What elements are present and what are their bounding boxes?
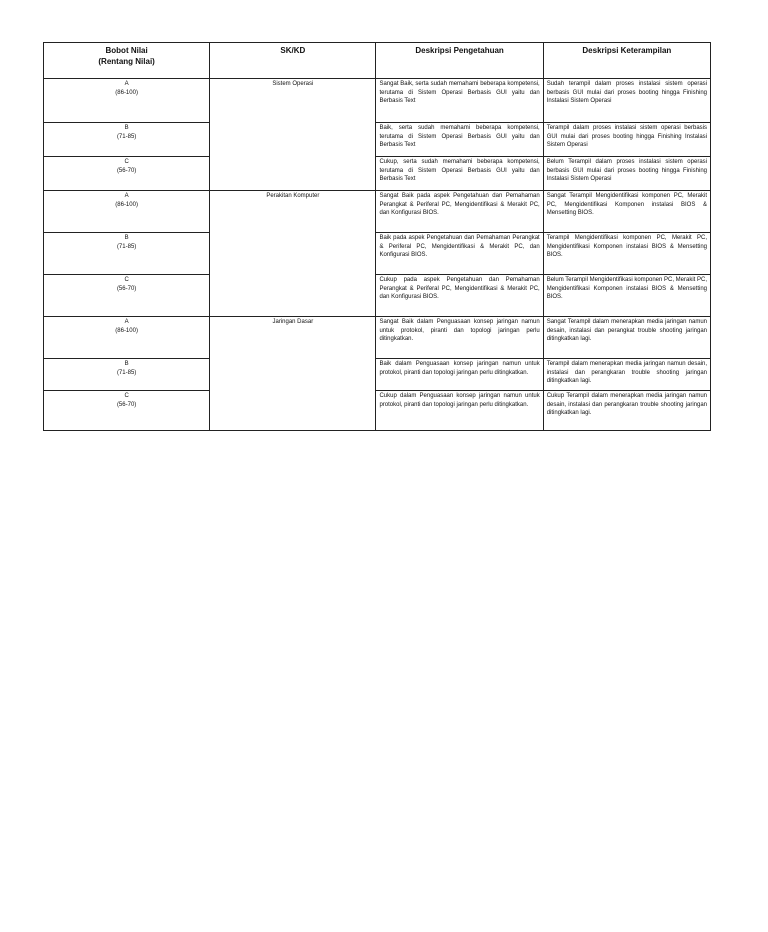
header-deskripsi-pengetahuan: Deskripsi Pengetahuan — [376, 43, 543, 79]
keterampilan-description: Terampil Mengidentifikasi komponen PC, Merakit PC, Mengidentifikasi Komponen instalasi BIOS & Mensetting BIOS. — [543, 233, 710, 275]
grade-letter: B — [124, 235, 129, 241]
table-row — [44, 391, 711, 431]
keterampilan-description: Terampil dalam proses instalasi sistem operasi berbasis GUI mulai dari proses booting hingga Finishing Instalasi Sistem Operasi — [543, 123, 710, 157]
grade-letter: A — [124, 81, 129, 87]
grade-range: (71-85) — [116, 370, 137, 376]
table-row — [44, 123, 711, 157]
header-bobot-line2: (Rentang Nilai) — [98, 57, 155, 66]
grade-cell — [44, 317, 210, 359]
grade-cell — [44, 233, 210, 275]
grade-range: (56-70) — [116, 286, 137, 292]
grade-letter: C — [124, 159, 129, 165]
table-row — [44, 157, 711, 191]
header-sk-kd: SK/KD — [210, 43, 376, 79]
keterampilan-description: Belum Terampil dalam proses instalasi sistem operasi berbasis GUI mulai dari proses booting hingga Finishing Instalasi Sistem Operasi — [543, 157, 710, 191]
keterampilan-description: Sudah terampil dalam proses instalasi sistem operasi berbasis GUI mulai dari proses booting hingga Finishing Instalasi Sistem Operasi — [543, 79, 710, 123]
pengetahuan-description: Sangat Baik dalam Penguasaan konsep jaringan namun untuk protokol, piranti dan topologi jaringan perlu ditingkatkan. — [376, 317, 543, 359]
table-row — [44, 275, 711, 317]
grade-cell — [44, 359, 210, 391]
keterampilan-description: Sangat Terampil dalam menerapkan media jaringan namun desain, instalasi dan perangkat trouble shooting jaringan ditingkatkan lagi. — [543, 317, 710, 359]
header-bobot-line1: Bobot Nilai — [105, 46, 148, 55]
sk-kd-cell: Sistem Operasi — [210, 79, 376, 191]
table-row — [44, 359, 711, 391]
pengetahuan-description: Sangat Baik pada aspek Pengetahuan dan Pemahaman Perangkat & Periferal PC, Mengidentifikasi & Merakit PC, dan Konfigurasi BIOS. — [376, 191, 543, 233]
grade-range: (71-85) — [116, 244, 137, 250]
pengetahuan-description: Baik, serta sudah memahami beberapa kompetensi, terutama di Sistem Operasi Berbasis GUI yaitu dan Berbasis Text — [376, 123, 543, 157]
grade-range: (86-100) — [115, 202, 138, 208]
grade-cell — [44, 157, 210, 191]
grade-cell — [44, 191, 210, 233]
grade-range: (86-100) — [115, 90, 138, 96]
grade-cell — [44, 79, 210, 123]
grade-range: (56-70) — [116, 168, 137, 174]
pengetahuan-description: Sangat Baik, serta sudah memahami beberapa kompetensi, terutama di Sistem Operasi Berbasis GUI yaitu dan Berbasis Text — [376, 79, 543, 123]
grade-letter: C — [124, 277, 129, 283]
table-body — [44, 79, 711, 431]
grade-letter: A — [124, 193, 129, 199]
table-row — [44, 317, 711, 359]
keterampilan-description: Cukup Terampil dalam menerapkan media jaringan namun desain, instalasi dan perangkaran trouble shooting jaringan ditingkatkan lagi. — [543, 391, 710, 431]
table-row — [44, 233, 711, 275]
pengetahuan-description: Baik dalam Penguasaan konsep jaringan namun untuk protokol, piranti dan topologi jaringan perlu ditingkatkan. — [376, 359, 543, 391]
sk-kd-cell: Perakitan Komputer — [210, 191, 376, 317]
keterampilan-description: Sangat Terampil Mengidentifikasi komponen PC, Merakit PC, Mengidentifikasi Komponen instalasi BIOS & Mensetting BIOS. — [543, 191, 710, 233]
grade-range: (71-85) — [116, 134, 137, 140]
grade-letter: C — [124, 393, 129, 399]
pengetahuan-description: Baik pada aspek Pengetahuan dan Pemahaman Perangkat & Periferal PC, Mengidentifikasi & Merakit PC, dan Konfigurasi BIOS. — [376, 233, 543, 275]
table-row — [44, 191, 711, 233]
grade-range: (86-100) — [115, 328, 138, 334]
pengetahuan-description: Cukup dalam Penguasaan konsep jaringan namun untuk protokol, piranti dan topologi jaringan perlu ditingkatkan. — [376, 391, 543, 431]
grade-range: (56-70) — [116, 402, 137, 408]
grade-cell — [44, 391, 210, 431]
keterampilan-description: Terampil dalam menerapkan media jaringan namun desain, instalasi dan perangkaran trouble shooting jaringan ditingkatkan lagi. — [543, 359, 710, 391]
sk-kd-cell: Jaringan Dasar — [210, 317, 376, 431]
grade-cell — [44, 123, 210, 157]
grade-cell — [44, 275, 210, 317]
table-row — [44, 79, 711, 123]
header-bobot-nilai — [44, 43, 210, 79]
pengetahuan-description: Cukup, serta sudah memahami beberapa kompetensi, terutama di Sistem Operasi Berbasis GUI yaitu dan Berbasis Text — [376, 157, 543, 191]
grade-letter: B — [124, 125, 129, 131]
header-row — [44, 43, 711, 79]
keterampilan-description: Belum Terampil Mengidentifikasi komponen PC, Merakit PC, Mengidentifikasi Komponen instalasi BIOS & Mensetting BIOS. — [543, 275, 710, 317]
grade-letter: B — [124, 361, 129, 367]
pengetahuan-description: Cukup pada aspek Pengetahuan dan Pemahaman Perangkat & Periferal PC, Mengidentifikasi & Merakit PC, dan Konfigurasi BIOS. — [376, 275, 543, 317]
grading-table — [43, 42, 711, 431]
header-deskripsi-keterampilan: Deskripsi Keterampilan — [543, 43, 710, 79]
grade-letter: A — [124, 319, 129, 325]
